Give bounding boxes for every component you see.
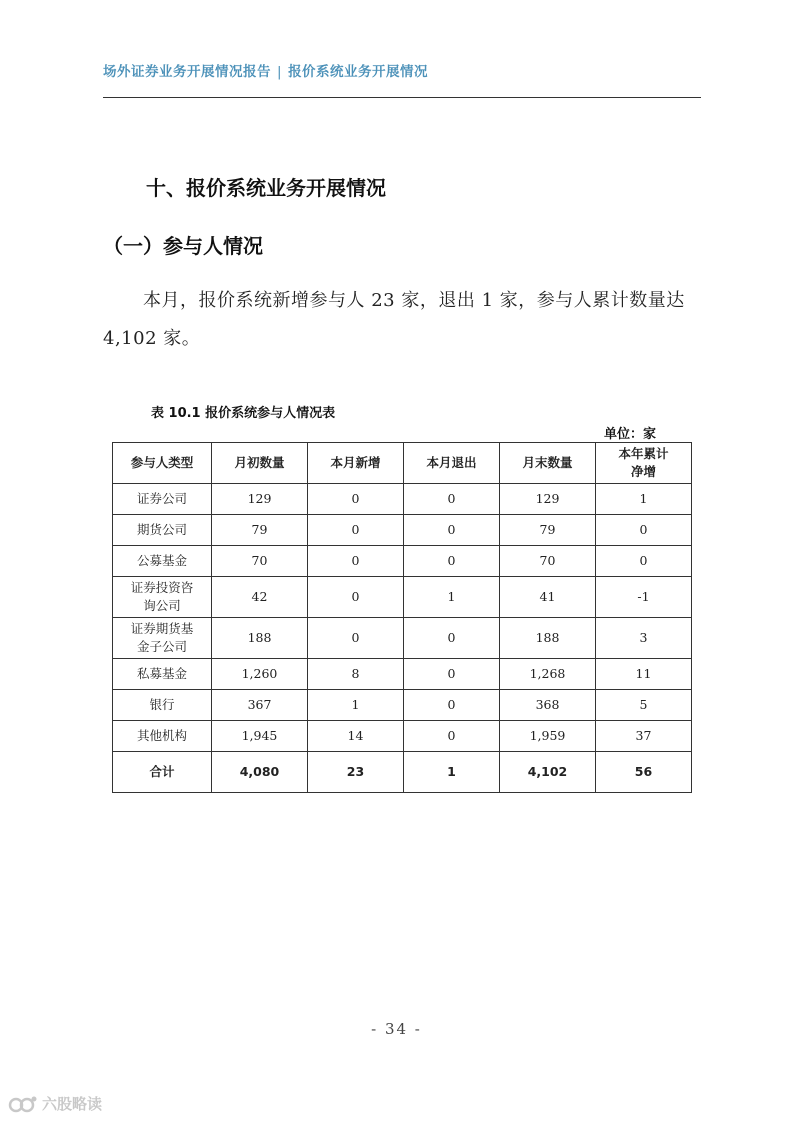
cell-added: 0 (308, 484, 404, 515)
cell-end: 4,102 (500, 752, 596, 793)
page-number: - 34 - (371, 1020, 422, 1038)
cell-type: 公募基金 (113, 546, 212, 577)
cell-added: 0 (308, 577, 404, 618)
cell-type: 其他机构 (113, 721, 212, 752)
cell-start: 70 (212, 546, 308, 577)
cell-added: 0 (308, 618, 404, 659)
cell-ytd: 11 (596, 659, 692, 690)
cell-ytd: 0 (596, 546, 692, 577)
cell-added: 14 (308, 721, 404, 752)
cell-type: 合计 (113, 752, 212, 793)
header-cell: 本月新增 (308, 443, 404, 484)
cell-exited: 0 (404, 618, 500, 659)
header-cell: 月初数量 (212, 443, 308, 484)
cell-ytd: 37 (596, 721, 692, 752)
participants-table (112, 442, 692, 793)
header-section-name: 报价系统业务开展情况 (288, 64, 429, 80)
cell-end: 70 (500, 546, 596, 577)
report-title: 场外证券业务开展情况报告 (103, 64, 271, 80)
cell-start: 4,080 (212, 752, 308, 793)
header-separator: | (277, 64, 283, 80)
cell-start: 367 (212, 690, 308, 721)
table-caption: 表 10.1 报价系统参与人情况表 (151, 406, 336, 421)
cell-start: 1,945 (212, 721, 308, 752)
cell-added: 23 (308, 752, 404, 793)
cell-end: 79 (500, 515, 596, 546)
cell-added: 0 (308, 546, 404, 577)
cell-start: 188 (212, 618, 308, 659)
header-cell: 本年累计净增 (596, 443, 692, 484)
cell-end: 129 (500, 484, 596, 515)
cell-exited: 1 (404, 577, 500, 618)
table-row (113, 546, 692, 577)
cell-type: 私募基金 (113, 659, 212, 690)
cell-type: 证券公司 (113, 484, 212, 515)
cell-exited: 0 (404, 515, 500, 546)
running-header (103, 60, 428, 80)
table-total-row (113, 752, 692, 793)
cell-start: 129 (212, 484, 308, 515)
table-row (113, 618, 692, 659)
header-cell: 本月退出 (404, 443, 500, 484)
header-divider (103, 97, 701, 98)
cell-end: 188 (500, 618, 596, 659)
cell-ytd: 0 (596, 515, 692, 546)
cell-type: 银行 (113, 690, 212, 721)
summary-paragraph: 本月，报价系统新增参与人 23 家，退出 1 家，参与人累计数量达 4,102 家。 (103, 290, 685, 349)
table-unit: 单位：家 (603, 427, 656, 442)
cell-ytd: 3 (596, 618, 692, 659)
cell-end: 1,959 (500, 721, 596, 752)
table-row (113, 484, 692, 515)
cell-start: 42 (212, 577, 308, 618)
table-row (113, 690, 692, 721)
table-header-row (113, 443, 692, 484)
table-row (113, 721, 692, 752)
cell-start: 1,260 (212, 659, 308, 690)
cell-added: 8 (308, 659, 404, 690)
watermark-text: 六股略读 (42, 1095, 103, 1113)
table-row (113, 515, 692, 546)
cell-type: 证券期货基金子公司 (113, 618, 212, 659)
cell-end: 368 (500, 690, 596, 721)
cell-added: 0 (308, 515, 404, 546)
cell-exited: 0 (404, 484, 500, 515)
cell-type: 期货公司 (113, 515, 212, 546)
table-row (113, 577, 692, 618)
cell-exited: 0 (404, 546, 500, 577)
watermark-logo-icon (8, 1095, 38, 1113)
header-cell: 参与人类型 (113, 443, 212, 484)
header-cell: 月末数量 (500, 443, 596, 484)
cell-start: 79 (212, 515, 308, 546)
cell-type: 证券投资咨询公司 (113, 577, 212, 618)
cell-ytd: 56 (596, 752, 692, 793)
cell-ytd: 5 (596, 690, 692, 721)
cell-ytd: -1 (596, 577, 692, 618)
watermark (8, 1093, 102, 1114)
cell-end: 1,268 (500, 659, 596, 690)
subsection-title: （一）参与人情况 (103, 234, 263, 258)
cell-exited: 0 (404, 690, 500, 721)
cell-end: 41 (500, 577, 596, 618)
section-title: 十、报价系统业务开展情况 (146, 176, 386, 200)
cell-added: 1 (308, 690, 404, 721)
table-row (113, 659, 692, 690)
cell-exited: 0 (404, 721, 500, 752)
cell-exited: 0 (404, 659, 500, 690)
cell-ytd: 1 (596, 484, 692, 515)
cell-exited: 1 (404, 752, 500, 793)
